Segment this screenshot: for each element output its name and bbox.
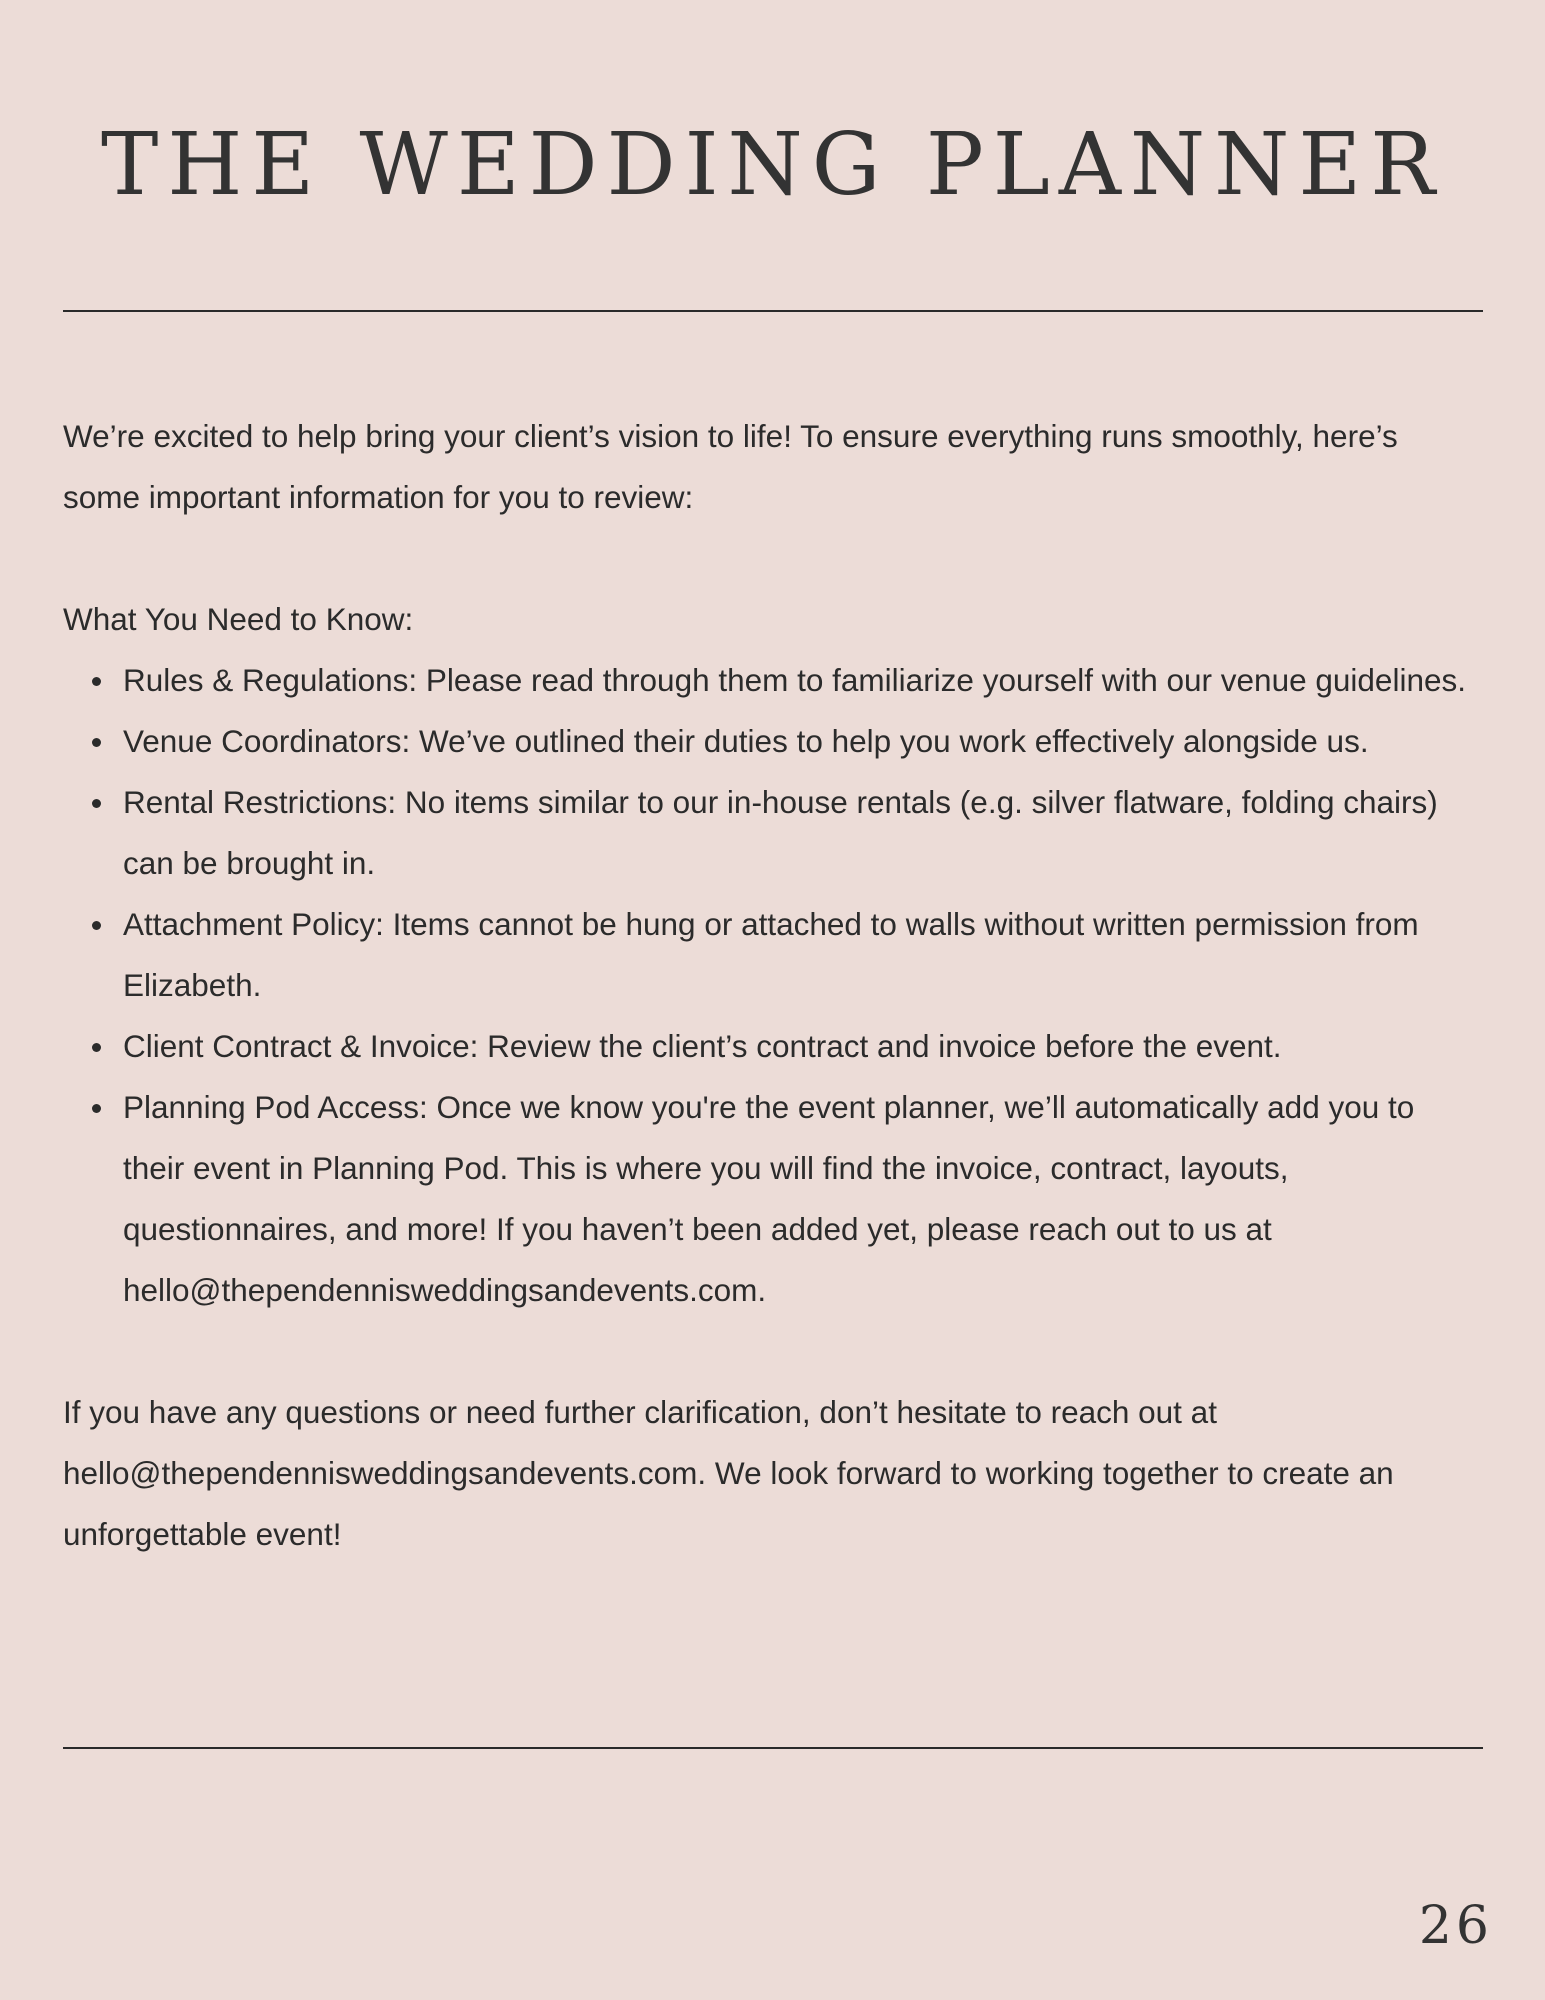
info-list xyxy=(63,650,1483,1321)
spacer xyxy=(63,1321,1483,1382)
body-content xyxy=(63,406,1483,1565)
list-item-contract-invoice: Client Contract & Invoice: Review the client’s contract and invoice before the event. xyxy=(123,1016,1483,1077)
list-item-attachment-policy: Attachment Policy: Items cannot be hung or attached to walls without written permission from Elizabeth. xyxy=(123,894,1483,1016)
list-item-coordinators: Venue Coordinators: We’ve outlined their duties to help you work effectively alongside us. xyxy=(123,711,1483,772)
page-number: 26 xyxy=(1418,1896,1493,1956)
closing-paragraph: If you have any questions or need further clarification, don’t hesitate to reach out at hello@thependennisweddingsandevents.com. We look forward to working together to create an unforgettable event! xyxy=(63,1394,1394,1552)
list-item-rental-restrictions: Rental Restrictions: No items similar to our in-house rentals (e.g. silver flatware, folding chairs) can be brought in. xyxy=(123,772,1483,894)
list-item-rules: Rules & Regulations: Please read through them to familiarize yourself with our venue guidelines. xyxy=(123,650,1483,711)
list-item-planning-pod: Planning Pod Access: Once we know you're the event planner, we’ll automatically add you to their event in Planning Pod. This is where you will find the invoice, contract, layouts, questionnaires, and more! If you haven’t been added yet, please reach out to us at hello@thependennisweddingsandevents.com. xyxy=(123,1077,1483,1321)
intro-paragraph: We’re excited to help bring your client’s vision to life! To ensure everything runs smoothly, here’s some important information for you to review: xyxy=(63,418,1398,515)
spacer xyxy=(63,528,1483,589)
top-divider xyxy=(63,310,1483,312)
section-heading: What You Need to Know: xyxy=(63,601,414,637)
bottom-divider xyxy=(63,1747,1483,1749)
page-title: THE WEDDING PLANNER xyxy=(101,115,1444,215)
